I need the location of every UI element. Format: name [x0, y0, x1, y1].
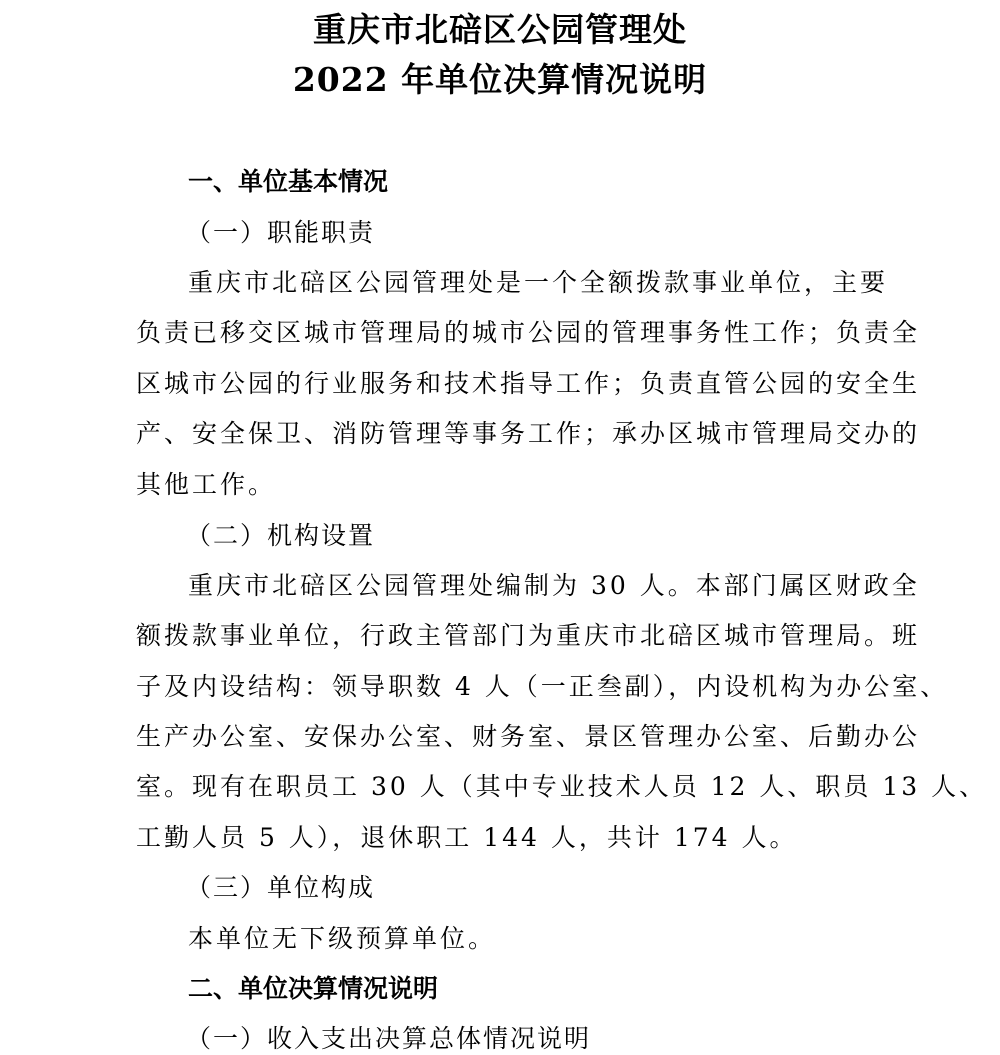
section-1-3-heading: （三）单位构成: [186, 873, 376, 902]
paragraph-line: 重庆市北碚区公园管理处是一个全额拨款事业单位，主要: [188, 268, 889, 297]
document-title-line-1: 重庆市北碚区公园管理处: [313, 10, 687, 49]
paragraph-line: 本单位无下级预算单位。: [188, 924, 497, 953]
paragraph-line: 额拨款事业单位，行政主管部门为重庆市北碚区城市管理局。班: [136, 621, 921, 650]
paragraph-line: 工勤人员 5 人），退休职工 144 人，共计 174 人。: [136, 823, 798, 852]
paragraph-line: 子及内设结构：领导职数 4 人（一正叁副），内设机构为办公室、: [136, 672, 949, 701]
paragraph-line: 负责已移交区城市管理局的城市公园的管理事务性工作；负责全: [136, 318, 921, 347]
paragraph-line: 其他工作。: [136, 470, 277, 499]
paragraph-line: 生产办公室、安保办公室、财务室、景区管理办公室、后勤办公: [136, 722, 921, 751]
section-1-heading: 一、单位基本情况: [188, 167, 389, 196]
paragraph-line: 产、安全保卫、消防管理等事务工作；承办区城市管理局交办的: [136, 419, 921, 448]
paragraph-line: 室。现有在职员工 30 人（其中专业技术人员 12 人、职员 13 人、: [136, 772, 988, 801]
section-2-heading: 二、单位决算情况说明: [188, 974, 439, 1003]
paragraph-line: 重庆市北碚区公园管理处编制为 30 人。本部门属区财政全: [188, 571, 920, 600]
section-2-1-heading: （一）收入支出决算总体情况说明: [186, 1024, 592, 1053]
document-title-line-2: 2022 年单位决算情况说明: [292, 60, 708, 99]
section-1-2-heading: （二）机构设置: [186, 521, 376, 550]
section-1-1-heading: （一）职能职责: [186, 218, 376, 247]
paragraph-line: 区城市公园的行业服务和技术指导工作；负责直管公园的安全生: [136, 369, 921, 398]
